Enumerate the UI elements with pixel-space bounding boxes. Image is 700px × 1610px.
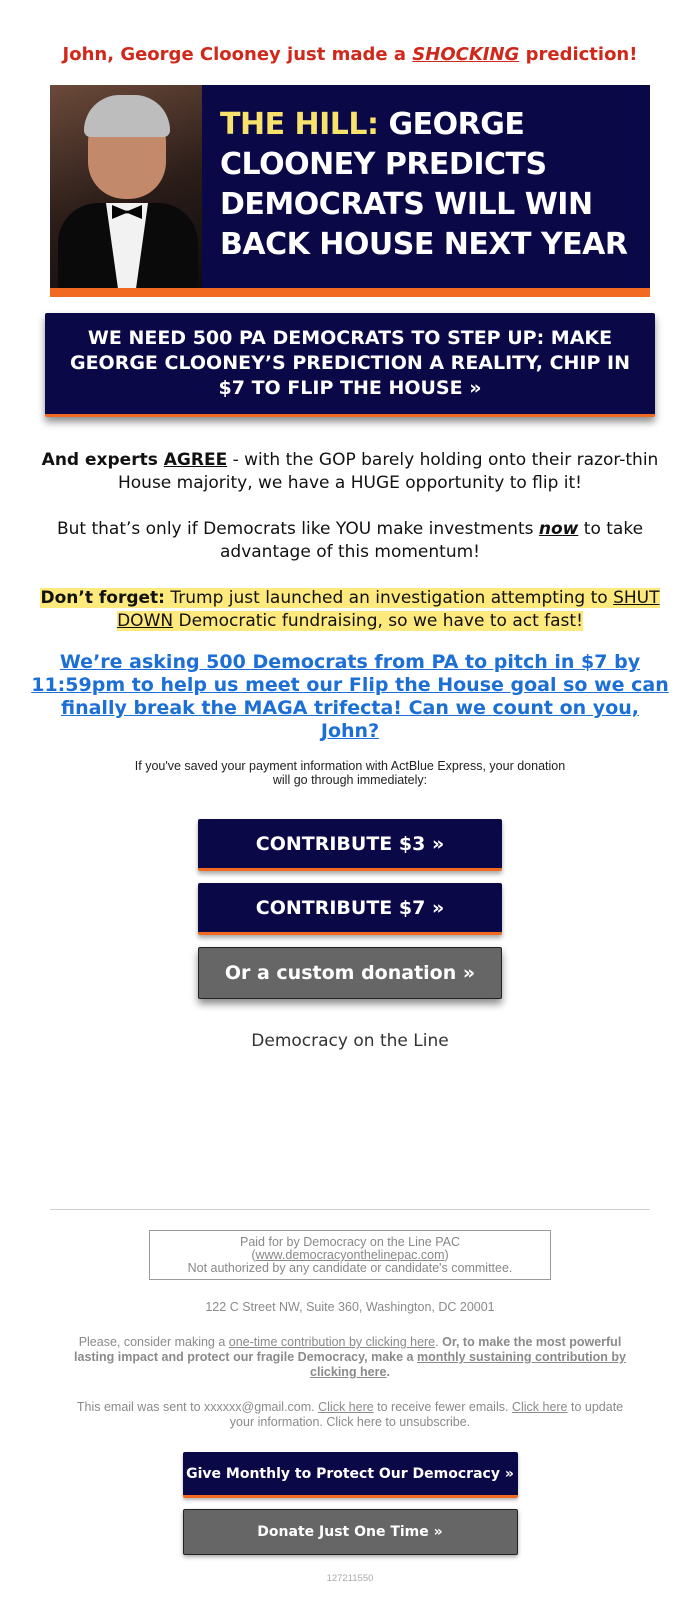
- fewer-emails-link[interactable]: Click here: [318, 1400, 374, 1414]
- agree-text: AGREE: [163, 450, 228, 470]
- monthly-contribution-link[interactable]: monthly sustaining contribution by clicking here: [310, 1350, 626, 1379]
- hero-accent-bar: [50, 288, 650, 297]
- actblue-express-note: If you've saved your payment information with ActBlue Express, your donation will go through immediately:: [134, 759, 566, 787]
- now-text: now: [538, 519, 579, 539]
- paragraph-momentum: But that’s only if Democrats like YOU make investments now to take advantage of this momentum!: [56, 519, 644, 562]
- hero-line: BACK HOUSE NEXT YEAR: [220, 227, 628, 262]
- hero-line: CLOONEY PREDICTS: [220, 147, 547, 182]
- body-copy: [40, 449, 660, 633]
- hero-headline: [220, 105, 640, 265]
- mailing-address: 122 C Street NW, Suite 360, Washington, DC 20001: [205, 1300, 495, 1314]
- flip-house-cta-button[interactable]: WE NEED 500 PA DEMOCRATS TO STEP UP: MAKE GEORGE CLOONEY’S PREDICTION A REALITY, CHIP IN $7 TO FLIP THE HOUSE »: [45, 313, 655, 417]
- shut-down-text: SHUT DOWN: [117, 588, 660, 631]
- hero-line: GEORGE: [388, 107, 525, 142]
- headline-text-end: prediction!: [519, 44, 638, 65]
- give-monthly-button[interactable]: Give Monthly to Protect Our Democracy »: [183, 1452, 518, 1498]
- headline-shocking: SHOCKING: [412, 44, 520, 65]
- paragraph-dont-forget: Don’t forget: Trump just launched an investigation attempting to SHUT DOWN Democratic fundraising, so we have to act fast!: [40, 588, 660, 631]
- one-time-contribution-link[interactable]: one-time contribution by clicking here: [228, 1335, 436, 1349]
- headline: [0, 44, 700, 65]
- footer-divider: [50, 1209, 650, 1210]
- headline-text: John, George Clooney just made a: [62, 44, 413, 65]
- contribute-3-button[interactable]: CONTRIBUTE $3 »: [198, 819, 502, 871]
- pac-website-link[interactable]: www.democracyonthelinepac.com: [255, 1248, 445, 1262]
- ask-link[interactable]: We’re asking 500 Democrats from PA to pitch in $7 by 11:59pm to help us meet our Flip the House goal so we can finally break the MAGA trifecta! Can we count on you, John?: [31, 651, 669, 742]
- contribute-7-button[interactable]: CONTRIBUTE $7 »: [198, 883, 502, 935]
- signature: Democracy on the Line: [251, 1031, 449, 1051]
- hero-banner[interactable]: [50, 85, 650, 297]
- clooney-photo: [50, 85, 202, 290]
- contribution-options-text: Please, consider making a one-time contribution by clicking here. Or, to make the most powerful lasting impact and protect our fragile Democracy, make a monthly sustaining contribution by clicking here.: [74, 1335, 626, 1379]
- paid-for-disclaimer: Paid for by Democracy on the Line PAC (www.democracyonthelinepac.com) Not authorized by any candidate or candidate's committee.: [149, 1230, 551, 1280]
- tracking-code: 127211550: [326, 1573, 374, 1584]
- hero-label: THE HILL:: [220, 107, 379, 142]
- email-preferences-text: This email was sent to xxxxxx@gmail.com. Click here to receive fewer emails. Click here to update your information. Click here to unsubscribe.: [76, 1400, 624, 1429]
- hero-line: DEMOCRATS WILL WIN: [220, 187, 593, 222]
- update-info-link[interactable]: Click here: [511, 1400, 568, 1414]
- paragraph-experts: And experts AGREE - with the GOP barely holding onto their razor-thin House majority, we have a HUGE opportunity to flip it!: [41, 450, 659, 493]
- donate-one-time-button[interactable]: Donate Just One Time »: [183, 1509, 518, 1555]
- custom-donation-button[interactable]: Or a custom donation »: [198, 947, 502, 999]
